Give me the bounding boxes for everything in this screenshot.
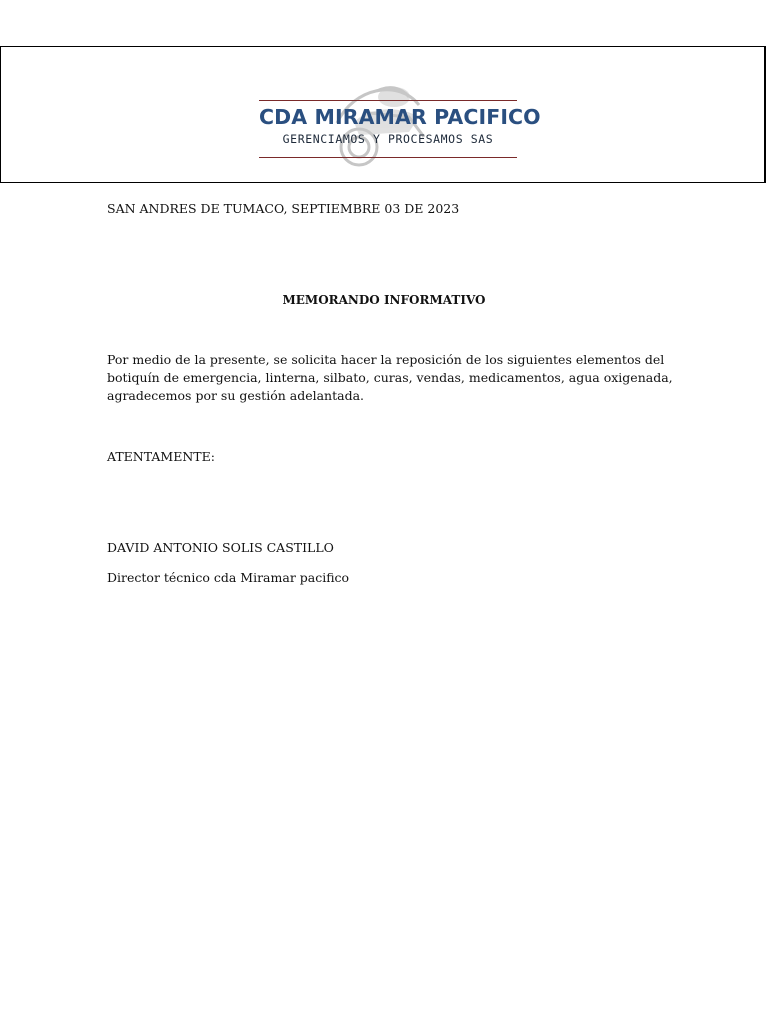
logo-bottom-rule (259, 157, 517, 158)
logo-subtitle: GERENCIAMOS Y PROCESAMOS SAS (282, 132, 494, 146)
memo-title: MEMORANDO INFORMATIVO (282, 293, 486, 307)
signer-role: Director técnico cda Miramar pacifico (107, 570, 350, 585)
letterhead-box (0, 46, 766, 183)
body-line: Por medio de la presente, se solicita hacer la reposición de los siguientes elementos del (107, 352, 665, 367)
date-line: SAN ANDRES DE TUMACO, SEPTIEMBRE 03 DE 2023 (107, 201, 460, 216)
body-line: botiquín de emergencia, linterna, silbato, curas, vendas, medicamentos, agua oxigenada, (107, 370, 673, 385)
body-line: agradecemos por su gestión adelantada. (107, 388, 365, 403)
logo-title: CDA MIRAMAR PACIFICO (259, 105, 541, 129)
signer-name: DAVID ANTONIO SOLIS CASTILLO (107, 540, 334, 555)
logo-top-rule (259, 100, 517, 101)
closing-line: ATENTAMENTE: (107, 449, 215, 464)
company-logo (259, 77, 541, 167)
